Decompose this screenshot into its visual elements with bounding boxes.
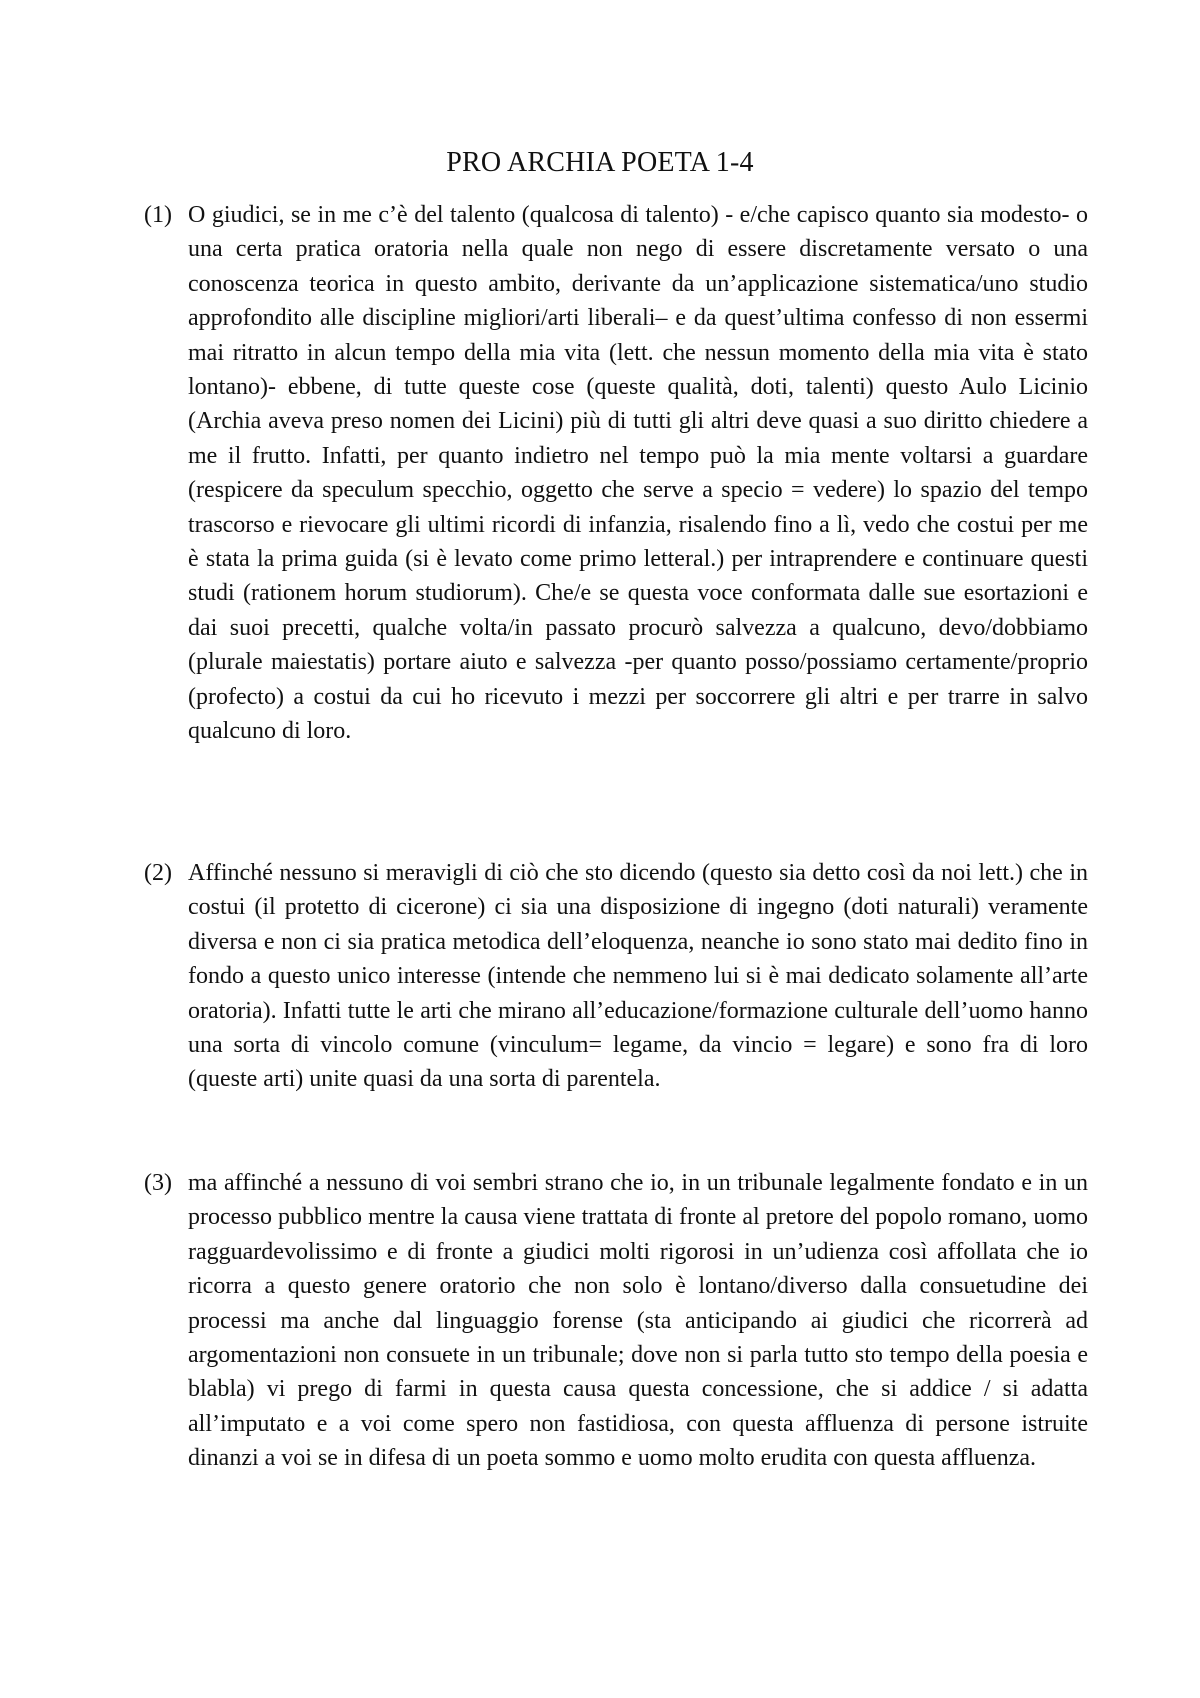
paragraph-1-item: [144, 198, 1088, 749]
document-title: PRO ARCHIA POETA 1-4: [446, 147, 754, 178]
paragraph-3: [144, 1166, 1088, 1476]
paragraph-3-text: ma affinché a nessuno di voi sembri strano che io, in un tribunale legalmente fondato e in un processo pubblico mentre la causa viene trattata di fronte al pretore del popolo romano, uomo ragguardevolissimo e di fronte a giudici molti rigorosi in un’udienza così affollata che io ricorra a questo genere oratorio che non solo è lontano/diverso dalla consuetudine dei processi ma anche dal linguaggio forense (sta anticipando ai giudici che ricorrerà ad argomentazioni non consuete in un tribunale; dove non si parla tutto sto tempo della poesia e blabla) vi prego di farmi in questa causa questa concessione, che si addice / si adatta all’imputato e a voi come spero non fastidiosa, con questa affluenza di persone istruite dinanzi a voi se in difesa di un poeta sommo e uomo molto erudita con questa affluenza.: [188, 1170, 1088, 1472]
paragraph-3-number: (3): [144, 1170, 172, 1196]
paragraph-2-item: [144, 856, 1088, 1097]
paragraph-3-item: [144, 1166, 1088, 1476]
paragraph-2-text: Affinché nessuno si meravigli di ciò che sto dicendo (questo sia detto così da noi lett.) che in costui (il protetto di cicerone) ci sia una disposizione di ingegno (doti naturali) veramente diversa e non ci sia pratica metodica dell’eloquenza, neanche io sono stato mai dedito fino in fondo a questo unico interesse (intende che nemmeno lui si è mai dedicato solamente all’arte oratoria). Infatti tutte le arti che mirano all’educazione/formazione culturale dell’uomo hanno una sorta di vincolo comune (vinculum= legame, da vincio = legare) e sono fra di loro (queste arti) unite quasi da una sorta di parentela.: [188, 860, 1088, 1093]
paragraph-2: [144, 856, 1088, 1097]
paragraph-2-number: (2): [144, 860, 172, 886]
paragraph-1-text: O giudici, se in me c’è del talento (qualcosa di talento) - e/che capisco quanto sia modesto- o una certa pratica oratoria nella quale non nego di essere discretamente versato o una conoscenza teorica in questo ambito, derivante da un’applicazione sistematica/uno studio approfondito alle discipline migliori/arti liberali– e da quest’ultima confesso di non essermi mai ritratto in alcun tempo della mia vita (lett. che nessun momento della mia vita è stato lontano)- ebbene, di tutte queste cose (queste qualità, doti, talenti) questo Aulo Licinio (Archia aveva preso nomen dei Licini) più di tutti gli altri deve quasi a suo diritto chiedere a me il frutto. Infatti, per quanto indietro nel tempo può la mia mente voltarsi a guardare (respicere da speculum specchio, oggetto che serve a specio = vedere) lo spazio del tempo trascorso e rievocare gli ultimi ricordi di infanzia, risalendo fino a lì, vedo che costui per me è stata la prima guida (si è levato come primo letteral.) per intraprendere e continuare questi studi (rationem horum studiorum). Che/e se questa voce conformata dalle sue esortazioni e dai suoi precetti, qualche volta/in passato procurò salvezza a qualcuno, devo/dobbiamo (plurale maiestatis) portare aiuto e salvezza -per quanto posso/possiamo certamente/proprio (profecto) a costui da cui ho ricevuto i mezzi per soccorrere gli altri e per trarre in salvo qualcuno di loro.: [188, 202, 1088, 745]
paragraph-1: [144, 198, 1088, 749]
paragraph-1-number: (1): [144, 202, 172, 228]
